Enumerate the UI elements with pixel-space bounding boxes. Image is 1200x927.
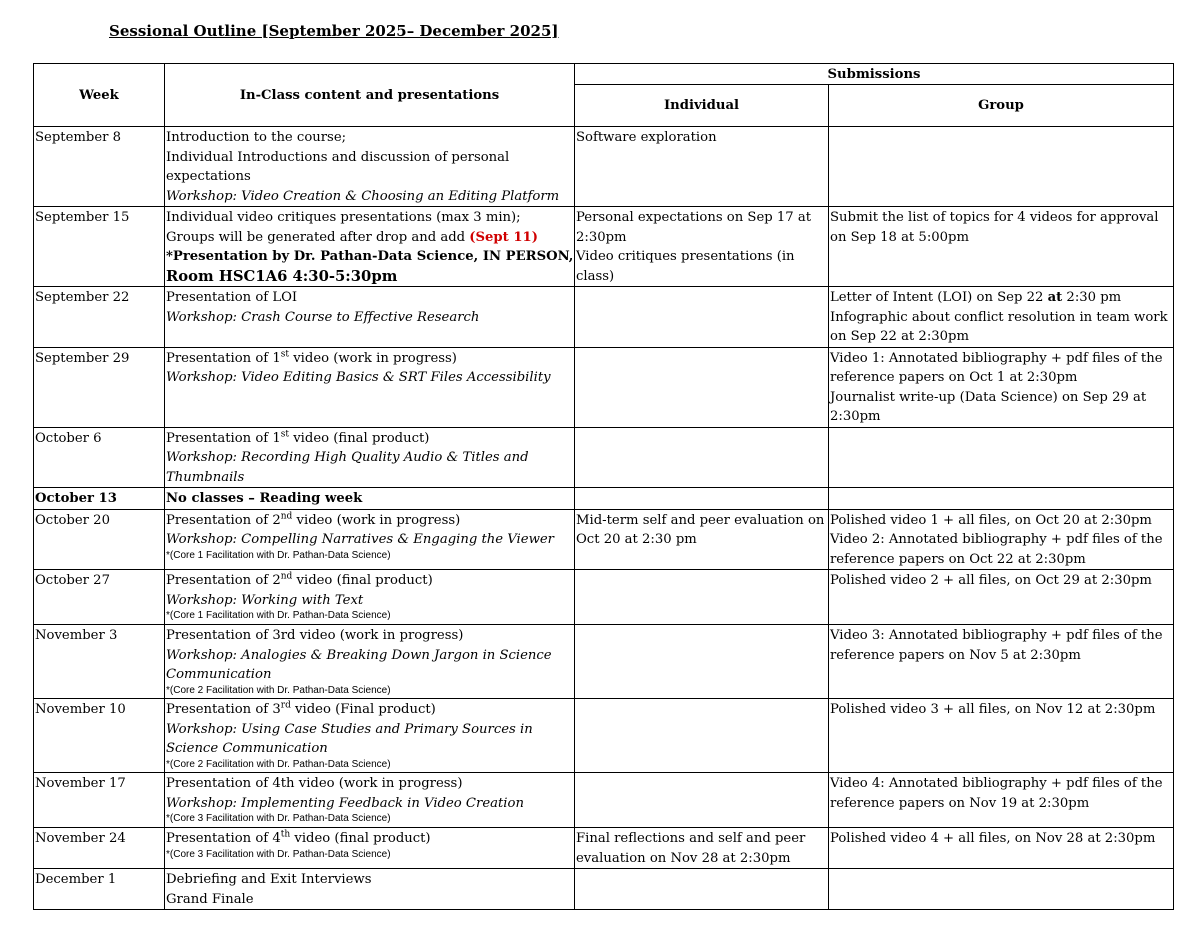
- individual-cell: [575, 869, 829, 910]
- table-row: [34, 207, 1174, 287]
- table-row: [34, 347, 1174, 427]
- table-row: [34, 127, 1174, 207]
- individual-cell: Software exploration: [575, 127, 829, 207]
- table-row: [34, 287, 1174, 348]
- individual-cell: Final reflections and self and peer evaluation on Nov 28 at 2:30pm: [575, 828, 829, 869]
- header-individual: Individual: [575, 85, 829, 127]
- individual-cell: [575, 488, 829, 510]
- group-cell: Polished video 3 + all files, on Nov 12 at 2:30pm: [829, 699, 1174, 773]
- table-row: [34, 699, 1174, 773]
- individual-cell: Personal expectations on Sep 17 at 2:30pm Video critiques presentations (in class): [575, 207, 829, 287]
- header-group: Group: [829, 85, 1174, 127]
- schedule-table: [33, 63, 1174, 910]
- group-cell: Submit the list of topics for 4 videos for approval on Sep 18 at 5:00pm: [829, 207, 1174, 287]
- group-cell: Video 4: Annotated bibliography + pdf files of the reference papers on Nov 19 at 2:30pm: [829, 773, 1174, 828]
- header-content: In-Class content and presentations: [165, 64, 575, 127]
- content-cell: Presentation of 2nd video (final product) Workshop: Working with Text *(Core 1 Facilitation with Dr. Pathan-Data Science): [165, 570, 575, 625]
- content-cell: No classes – Reading week: [165, 488, 575, 510]
- content-cell: Individual video critiques presentations (max 3 min); Groups will be generated after drop and add (Sept 11) *Presentation by Dr. Pathan-Data Science, IN PERSON, Room HSC1A6 4:30-5:30pm: [165, 207, 575, 287]
- content-cell: Presentation of 4th video (work in progress) Workshop: Implementing Feedback in Video Creation *(Core 3 Facilitation with Dr. Pathan-Data Science): [165, 773, 575, 828]
- individual-cell: [575, 287, 829, 348]
- content-cell: Presentation of 1st video (work in progress) Workshop: Video Editing Basics & SRT Files Accessibility: [165, 347, 575, 427]
- group-cell: Polished video 2 + all files, on Oct 29 at 2:30pm: [829, 570, 1174, 625]
- content-cell: Presentation of LOI Workshop: Crash Course to Effective Research: [165, 287, 575, 348]
- content-cell: Presentation of 3rd video (work in progress) Workshop: Analogies & Breaking Down Jargon in Science Communication *(Core 2 Facilitation with Dr. Pathan-Data Science): [165, 625, 575, 699]
- group-cell: Letter of Intent (LOI) on Sep 22 at 2:30 pm Infographic about conflict resolution in team work on Sep 22 at 2:30pm: [829, 287, 1174, 348]
- table-row: [34, 427, 1174, 488]
- content-cell: Introduction to the course; Individual Introductions and discussion of personal expectations Workshop: Video Creation & Choosing an Editing Platform: [165, 127, 575, 207]
- individual-cell: [575, 427, 829, 488]
- individual-cell: [575, 347, 829, 427]
- week-cell: November 10: [34, 699, 165, 773]
- header-row: [34, 64, 1174, 85]
- group-cell: [829, 488, 1174, 510]
- group-cell: Video 1: Annotated bibliography + pdf files of the reference papers on Oct 1 at 2:30pm Journalist write-up (Data Science) on Sep 29 at 2:30pm: [829, 347, 1174, 427]
- content-cell: Presentation of 2nd video (work in progress) Workshop: Compelling Narratives & Engaging the Viewer *(Core 1 Facilitation with Dr. Pathan-Data Science): [165, 509, 575, 570]
- table-row: [34, 869, 1174, 910]
- week-cell: September 29: [34, 347, 165, 427]
- individual-cell: [575, 625, 829, 699]
- header-submissions: Submissions: [575, 64, 1174, 85]
- table-row: [34, 625, 1174, 699]
- group-cell: [829, 127, 1174, 207]
- week-cell: October 27: [34, 570, 165, 625]
- individual-cell: Mid-term self and peer evaluation on Oct 20 at 2:30 pm: [575, 509, 829, 570]
- individual-cell: [575, 570, 829, 625]
- week-cell: November 17: [34, 773, 165, 828]
- individual-cell: [575, 699, 829, 773]
- table-row: [34, 828, 1174, 869]
- group-cell: [829, 869, 1174, 910]
- content-cell: Presentation of 1st video (final product) Workshop: Recording High Quality Audio & Titles and Thumbnails: [165, 427, 575, 488]
- week-cell: September 8: [34, 127, 165, 207]
- individual-cell: [575, 773, 829, 828]
- week-cell: September 15: [34, 207, 165, 287]
- week-cell: November 24: [34, 828, 165, 869]
- week-cell: November 3: [34, 625, 165, 699]
- week-cell: September 22: [34, 287, 165, 348]
- content-cell: Presentation of 3rd video (Final product) Workshop: Using Case Studies and Primary Sources in Science Communication *(Core 2 Facilitation with Dr. Pathan-Data Science): [165, 699, 575, 773]
- page-title: Sessional Outline [September 2025– December 2025]: [109, 22, 559, 40]
- table-row: [34, 570, 1174, 625]
- group-cell: Video 3: Annotated bibliography + pdf files of the reference papers on Nov 5 at 2:30pm: [829, 625, 1174, 699]
- group-cell: [829, 427, 1174, 488]
- group-cell: Polished video 4 + all files, on Nov 28 at 2:30pm: [829, 828, 1174, 869]
- content-cell: Presentation of 4th video (final product) *(Core 3 Facilitation with Dr. Pathan-Data Science): [165, 828, 575, 869]
- group-cell: Polished video 1 + all files, on Oct 20 at 2:30pm Video 2: Annotated bibliography + pdf files of the reference papers on Oct 22 at 2:30pm: [829, 509, 1174, 570]
- week-cell: October 6: [34, 427, 165, 488]
- week-cell: October 20: [34, 509, 165, 570]
- table-row: [34, 509, 1174, 570]
- content-cell: Debriefing and Exit Interviews Grand Finale: [165, 869, 575, 910]
- week-cell: October 13: [34, 488, 165, 510]
- header-week: Week: [34, 64, 165, 127]
- table-row: [34, 773, 1174, 828]
- table-row: [34, 488, 1174, 510]
- week-cell: December 1: [34, 869, 165, 910]
